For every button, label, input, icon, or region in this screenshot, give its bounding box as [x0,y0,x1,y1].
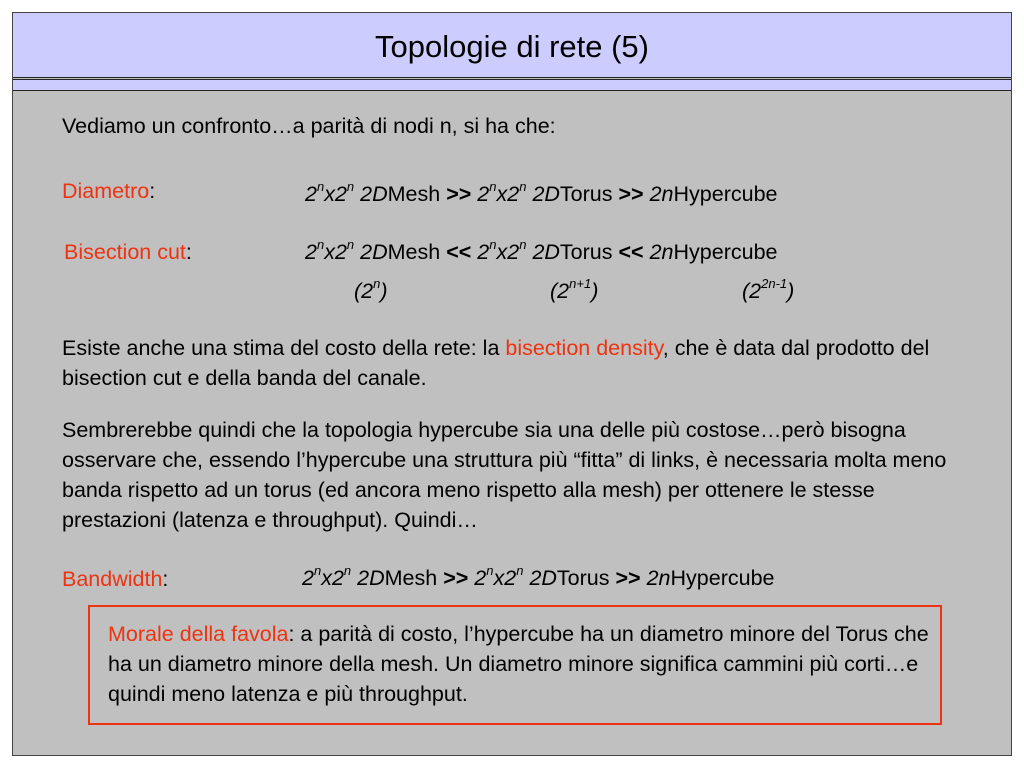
slide-title: Topologie di rete (5) [375,29,649,64]
diametro-op-2: >> [618,182,644,206]
bisection-formula: 2$^n$x2$^n$ 2DMesh << 2$^n$x2$^n$ 2DTorus << 2nHypercube [305,236,778,264]
title-underline-band [13,79,1011,91]
bisection-op-1: << [446,240,472,264]
intro-text: Vediamo un confronto…a parità di nodi n, si ha che: [62,114,556,138]
bandwidth-op-2: >> [615,566,641,590]
bandwidth-row-label: Bandwidth: [62,567,169,591]
moral-label: Morale della favola [108,622,289,646]
cut-hypercube: $(2^{2n-1})$ [742,275,795,303]
title-bar [13,13,1011,78]
bisection-density-highlight: bisection density [505,336,663,360]
bandwidth-label: Bandwidth [62,567,163,591]
bandwidth-op-1: >> [443,566,469,590]
bandwidth-formula: 2$^n$x2$^n$ 2DMesh >> 2$^n$x2$^n$ 2DTorus >> 2nHypercube [302,562,775,590]
diametro-op-1: >> [446,182,472,206]
hypercube-paragraph: Sembrerebbe quindi che la topologia hypercube sia una delle più costose…però bisogna osservare che, essendo l’hypercube una struttura più “fitta” di links, è necessaria molta meno banda rispetto ad un torus (ed ancora meno rispetto alla mesh) per ottenere le stesse prestazioni (latenza e throughput). Quindi… [62,418,947,532]
bisection-label: Bisection cut [64,240,186,264]
diametro-row-label: Diametro: [62,179,156,203]
diametro-label: Diametro [62,179,150,203]
cut-torus: $(2^{n+1})$ [550,275,599,303]
diametro-formula: 2$^n$x2$^n$ 2DMesh >> 2$^n$x2$^n$ 2DTorus >> 2nHypercube [305,178,778,206]
moral-text: Morale della favola: a parità di costo, l’hypercube ha un diametro minore del Torus che ha un diametro minore della mesh. Un diametro minore significa cammini più corti…e quindi meno latenza e più throughput. [108,622,929,706]
bisection-row-label: Bisection cut: [64,240,192,264]
bisection-op-2: << [618,240,644,264]
moral-box [88,605,942,725]
cut-mesh: (2$^n$) [354,275,388,303]
density-paragraph: Esiste anche una stima del costo della rete: la bisection density, che è data dal prodotto del bisection cut e della banda del canale. [62,336,930,390]
